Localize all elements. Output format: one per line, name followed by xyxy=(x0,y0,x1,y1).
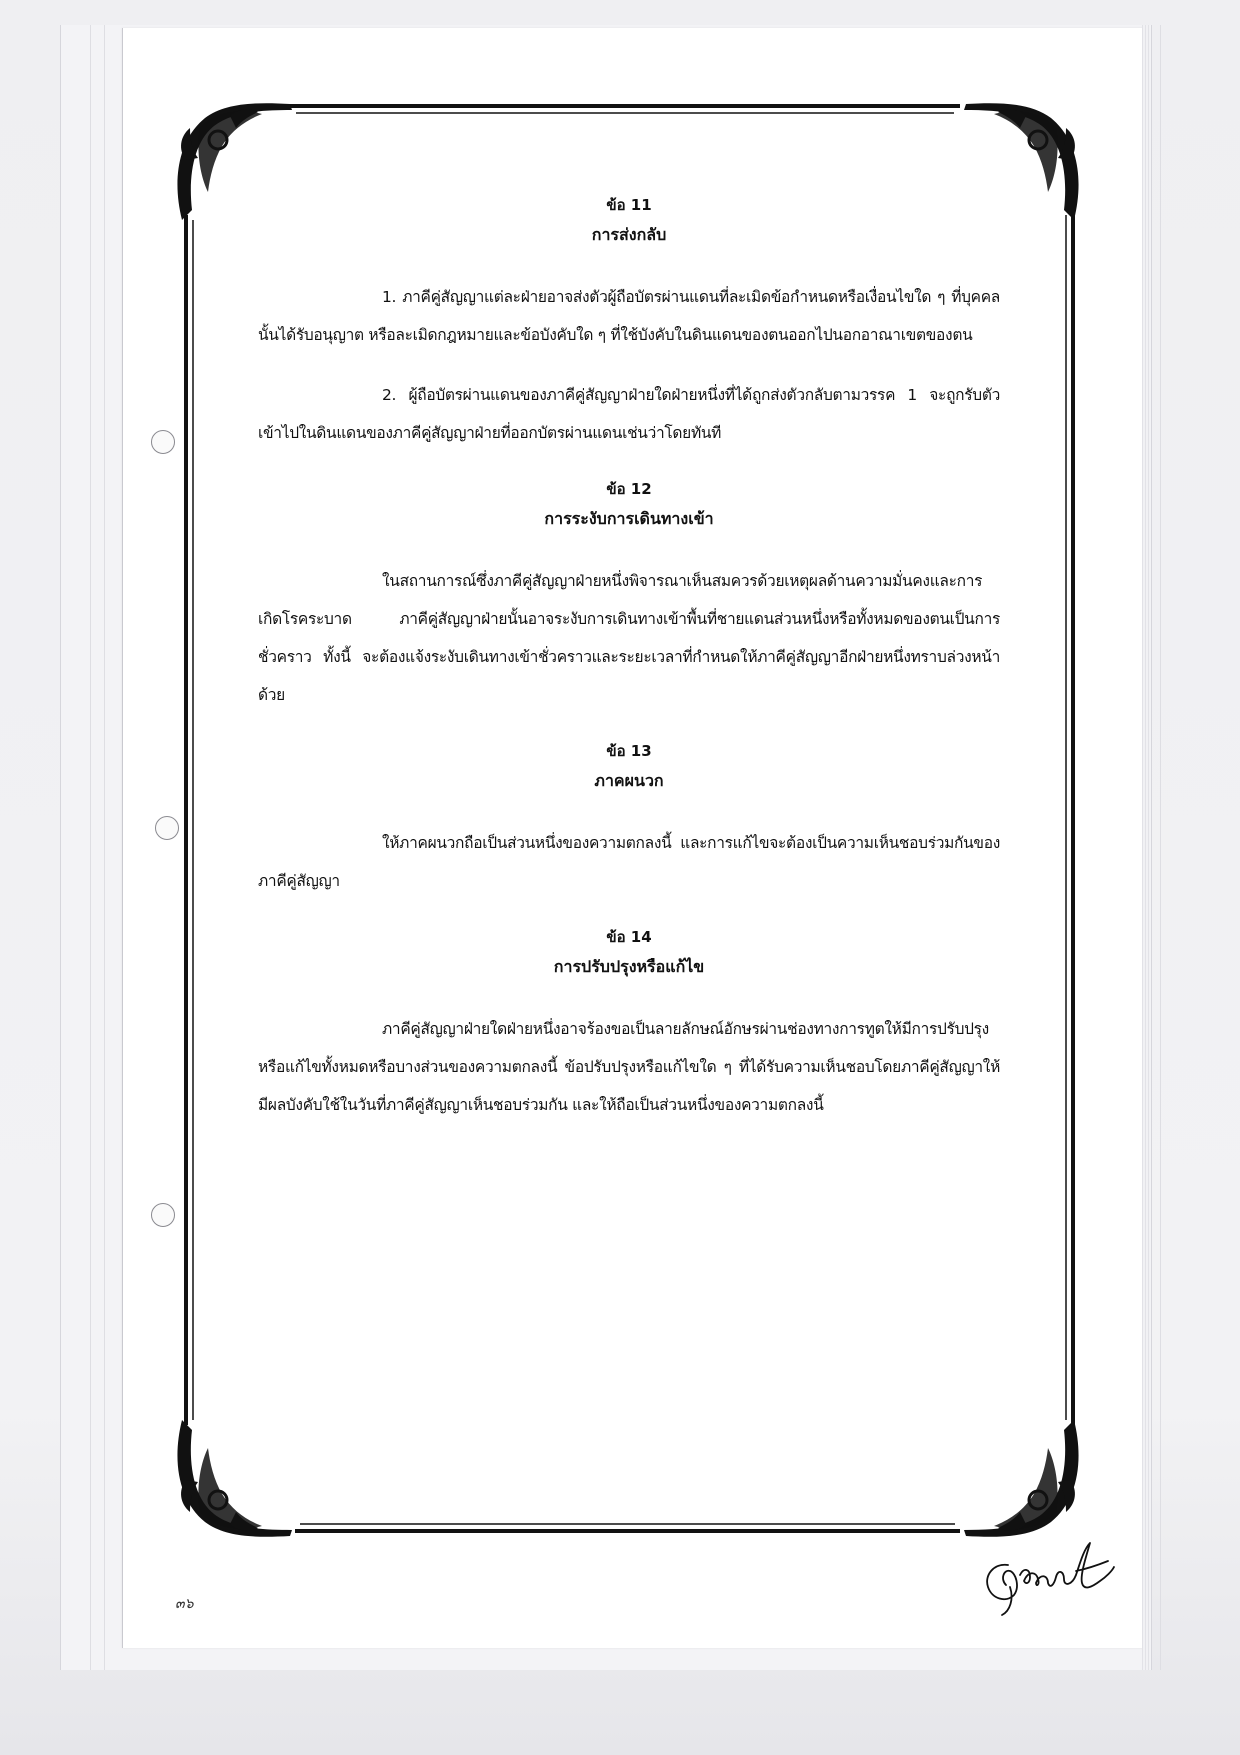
paragraph: ให้ภาคผนวกถือเป็นส่วนหนึ่งของความตกลงนี้ และการแก้ไขจะต้องเป็นความเห็นชอบร่วมกันของภาคีคู่สัญญา xyxy=(258,834,1000,890)
clause-number: ข้อ 12 xyxy=(606,480,652,498)
paragraph: ภาคีคู่สัญญาฝ่ายใดฝ่ายหนึ่งอาจร้องขอเป็นลายลักษณ์อักษรผ่านช่องทางการทูตให้มีการปรับปรุงหรือแก้ไขทั้งหมดหรือบางส่วนของความตกลงนี้ ข้อปรับปรุงหรือแก้ไขใด ๆ ที่ได้รับความเห็นชอบโดยภาคีคู่สัญญาให้มีผลบังคับใช้ในวันที่ภาคีคู่สัญญาเห็นชอบร่วมกัน และให้ถือเป็นส่วนหนึ่งของความตกลงนี้ xyxy=(258,1020,1000,1114)
clause-13 xyxy=(258,736,1000,900)
corner-ornament-bottom-right xyxy=(964,1420,1079,1537)
clause-number: ข้อ 11 xyxy=(606,196,652,214)
clause-11 xyxy=(258,190,1000,452)
clause-number: ข้อ 13 xyxy=(606,742,652,760)
clause-12 xyxy=(258,474,1000,714)
clause-title: การปรับปรุงหรือแก้ไข xyxy=(553,957,705,976)
paragraph: ในสถานการณ์ซึ่งภาคีคู่สัญญาฝ่ายหนึ่งพิจารณาเห็นสมควรด้วยเหตุผลด้านความมั่นคงและการเกิดโรคระบาด ภาคีคู่สัญญาฝ่ายนั้นอาจระงับการเดินทางเข้าพื้นที่ชายแดนส่วนหนึ่งหรือทั้งหมดของตนเป็นการชั่วคราว ทั้งนี้ จะต้องแจ้งระงับเดินทางเข้าชั่วคราวและระยะเวลาที่กำหนดให้ภาคีคู่สัญญาอีกฝ่ายหนึ่งทราบล่วงหน้าด้วย xyxy=(258,572,1000,704)
corner-ornament-bottom-left xyxy=(177,1420,292,1537)
paragraph: 2. ผู้ถือบัตรผ่านแดนของภาคีคู่สัญญาฝ่ายใดฝ่ายหนึ่งที่ได้ถูกส่งตัวกลับตามวรรค 1 จะถูกรับตัวเข้าไปในดินแดนของภาคีคู่สัญญาฝ่ายที่ออกบัตรผ่านแดนเช่นว่าโดยทันที xyxy=(258,386,1000,442)
document-body xyxy=(258,190,1000,1146)
clause-number: ข้อ 14 xyxy=(606,928,652,946)
clause-title: การระงับการเดินทางเข้า xyxy=(544,509,714,528)
handwritten-page-number: ๓๖ xyxy=(175,1596,194,1612)
handwritten-signature xyxy=(980,1525,1120,1620)
clause-14 xyxy=(258,922,1000,1124)
paragraph: 1. ภาคีคู่สัญญาแต่ละฝ่ายอาจส่งตัวผู้ถือบัตรผ่านแดนที่ละเมิดข้อกำหนดหรือเงื่อนไขใด ๆ ที่บุคคลนั้นได้รับอนุญาต หรือละเมิดกฎหมายและข้อบังคับใด ๆ ที่ใช้บังคับในดินแดนของตนออกไปนอกอาณาเขตของตน xyxy=(258,288,1000,344)
clause-title: การส่งกลับ xyxy=(591,225,667,244)
clause-title: ภาคผนวก xyxy=(594,771,664,790)
